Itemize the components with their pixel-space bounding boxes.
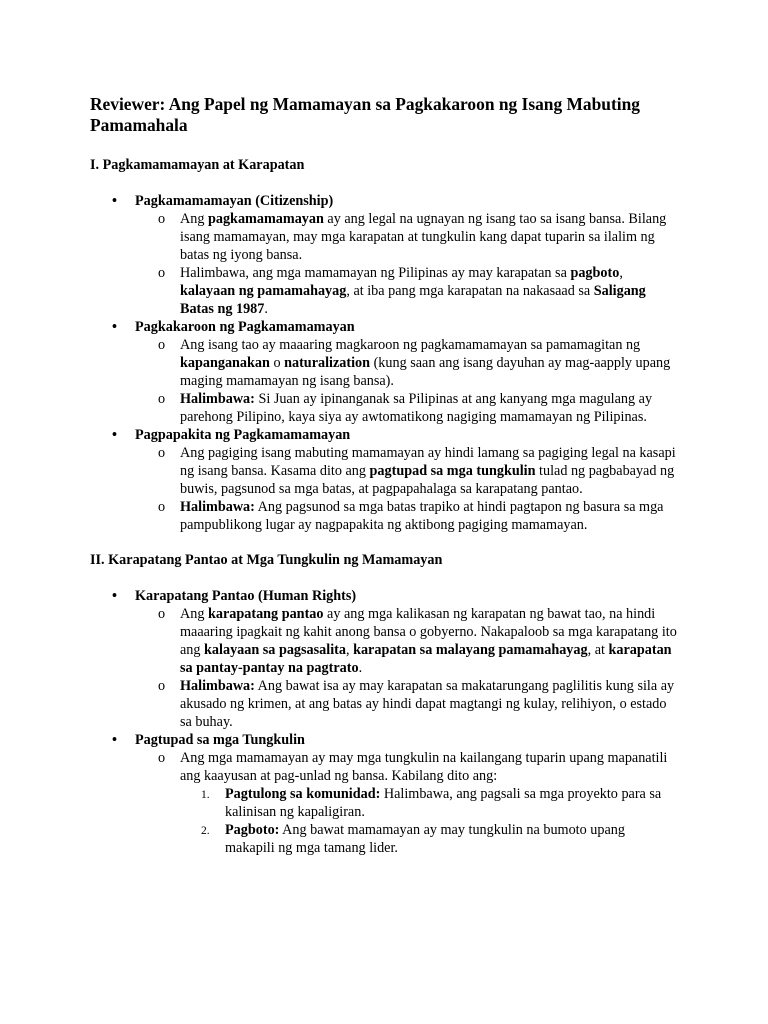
document-body — [90, 156, 678, 857]
topic-item — [112, 318, 678, 426]
detail-item — [158, 498, 678, 534]
circle-bullet-icon: o — [158, 391, 166, 407]
text-run: . — [358, 660, 363, 676]
detail-text — [180, 265, 646, 317]
topic-list — [90, 587, 678, 857]
text-run: , — [619, 265, 623, 281]
bold-text: kalayaan ng pamamahayag — [180, 283, 347, 299]
detail-text — [180, 445, 676, 497]
text-run: Ang — [180, 606, 208, 622]
section-heading: II. Karapatang Pantao at Mga Tungkulin ng Mamamayan — [90, 552, 443, 568]
bullet-icon: • — [112, 732, 117, 748]
detail-text — [180, 337, 670, 389]
bullet-icon: • — [112, 193, 117, 209]
detail-item — [158, 336, 678, 390]
detail-list — [135, 605, 678, 731]
item-number: 2. — [201, 825, 210, 837]
text-run: Halimbawa, ang mga mamamayan ng Pilipinas ay may karapatan sa — [180, 265, 571, 281]
text-run: Halimbawa, ang pagsali sa mga proyekto para sa kalinisan ng kapaligiran. — [225, 786, 662, 820]
text-run: tulad ng pagbabayad ng buwis, pagsunod sa mga batas, at pagpapahalaga sa karapatang pantao. — [180, 463, 675, 497]
detail-text — [180, 678, 674, 730]
text-run: Ang isang tao ay maaaring magkaroon ng pagkamamamayan sa pamamagitan ng — [180, 337, 641, 353]
text-run: , — [345, 642, 354, 658]
text-run: Ang pagsunod sa mga batas trapiko at hindi pagtapon ng basura sa mga pampublikong lugar ay nagpapakita ng aktibong pagiging mamamayan. — [180, 499, 664, 533]
bold-text: kalayaan sa pagsasalita — [204, 642, 346, 658]
bold-text: karapatan sa malayang pamamahayag — [353, 642, 588, 658]
text-run: Ang pagiging isang mabuting mamamayan ay hindi lamang sa pagiging legal na kasapi ng isang bansa. Kasama dito ang — [180, 445, 676, 479]
text-run: Ang bawat mamamayan ay may tungkulin na bumoto upang makapili ng mga tamang lider. — [225, 822, 625, 856]
circle-bullet-icon: o — [158, 750, 166, 766]
detail-text — [180, 391, 652, 425]
bold-text: Halimbawa: — [180, 678, 255, 694]
numbered-text — [225, 786, 661, 820]
text-run: Si Juan ay ipinanganak sa Pilipinas at ang kanyang mga magulang ay parehong Pilipino, kaya siya ay awtomatikong nagiging mamamayan ng Pilipinas. — [180, 391, 653, 425]
text-run: . — [264, 301, 268, 317]
topic-title: Pagpapakita ng Pagkamamamayan — [135, 427, 351, 443]
text-run: (kung saan ang isang dayuhan ay mag-aapply upang maging mamamayan ng isang bansa). — [180, 355, 671, 389]
bold-text: Pagtulong sa komunidad: — [225, 786, 381, 802]
detail-list — [135, 444, 678, 534]
circle-bullet-icon: o — [158, 337, 166, 353]
detail-text — [180, 750, 667, 784]
detail-item — [158, 390, 678, 426]
circle-bullet-icon: o — [158, 265, 166, 281]
bullet-icon: • — [112, 319, 117, 335]
circle-bullet-icon: o — [158, 606, 166, 622]
bold-text: pagboto — [570, 265, 620, 281]
numbered-list — [180, 785, 678, 857]
detail-item — [158, 749, 678, 857]
bold-text: Saligang Batas ng 1987 — [180, 283, 646, 317]
topic-list — [90, 192, 678, 534]
bold-text: Halimbawa: — [180, 391, 255, 407]
detail-list — [135, 210, 678, 318]
bullet-icon: • — [112, 427, 117, 443]
topic-item — [112, 587, 678, 731]
bold-text: Pagboto: — [225, 822, 280, 838]
detail-item — [158, 210, 678, 264]
circle-bullet-icon: o — [158, 211, 166, 227]
bold-text: Halimbawa: — [180, 499, 255, 515]
text-run: Ang — [180, 211, 208, 227]
bold-text: pagkamamamayan — [207, 211, 324, 227]
text-run: ay ang mga kalikasan ng karapatan ng bawat tao, na hindi maaaring ipagkait ng kahit anong bansa o gobyerno. Nakapaloob sa mga karapatang ito ang — [180, 606, 677, 658]
detail-text — [180, 606, 677, 676]
detail-item — [158, 677, 678, 731]
item-number: 1. — [201, 789, 210, 801]
detail-text — [180, 211, 666, 263]
text-run: ay ang legal na ugnayan ng isang tao sa isang bansa. Bilang isang mamamayan, may mga karapatan at tungkulin kang dapat tuparin sa ilalim ng batas ng iyong bansa. — [180, 211, 667, 263]
topic-title: Karapatang Pantao (Human Rights) — [135, 588, 357, 604]
bold-text: karapatan sa pantay-pantay na pagtrato — [180, 642, 672, 676]
text-run: , at iba pang mga karapatan na nakasaad sa — [346, 283, 594, 299]
topic-title: Pagtupad sa mga Tungkulin — [135, 732, 305, 748]
bold-text: naturalization — [284, 355, 371, 371]
numbered-text — [225, 822, 625, 856]
section-heading: I. Pagkamamamayan at Karapatan — [90, 157, 305, 173]
bullet-icon: • — [112, 588, 117, 604]
numbered-item — [201, 785, 678, 821]
detail-list — [135, 336, 678, 426]
topic-item — [112, 731, 678, 857]
circle-bullet-icon: o — [158, 445, 166, 461]
topic-title: Pagkakaroon ng Pagkamamamayan — [135, 319, 355, 335]
text-run: Ang mga mamamayan ay may mga tungkulin na kailangang tuparin upang mapanatili ang kaayusan at pag-unlad ng bansa. Kabilang dito ang: — [180, 750, 668, 784]
detail-text — [180, 499, 663, 533]
bold-text: pagtupad sa mga tungkulin — [369, 463, 536, 479]
circle-bullet-icon: o — [158, 678, 166, 694]
bold-text: kapanganakan — [180, 355, 270, 371]
topic-item — [112, 192, 678, 318]
numbered-item — [201, 821, 678, 857]
topic-item — [112, 426, 678, 534]
topic-title: Pagkamamamayan (Citizenship) — [135, 193, 334, 209]
text-run: Ang bawat isa ay may karapatan sa makatarungang paglilitis kung sila ay akusado ng krimen, at ang batas ay hindi dapat magtangi ng kulay, relihiyon, o estado sa buhay. — [180, 678, 675, 730]
text-run: , at — [587, 642, 609, 658]
detail-item — [158, 444, 678, 498]
detail-item — [158, 264, 678, 318]
text-run: o — [269, 355, 285, 371]
detail-list — [135, 749, 678, 857]
circle-bullet-icon: o — [158, 499, 166, 515]
bold-text: karapatang pantao — [207, 606, 324, 622]
document-title: Reviewer: Ang Papel ng Mamamayan sa Pagkakaroon ng Isang Mabuting Pamamahala — [90, 94, 640, 135]
detail-item — [158, 605, 678, 677]
